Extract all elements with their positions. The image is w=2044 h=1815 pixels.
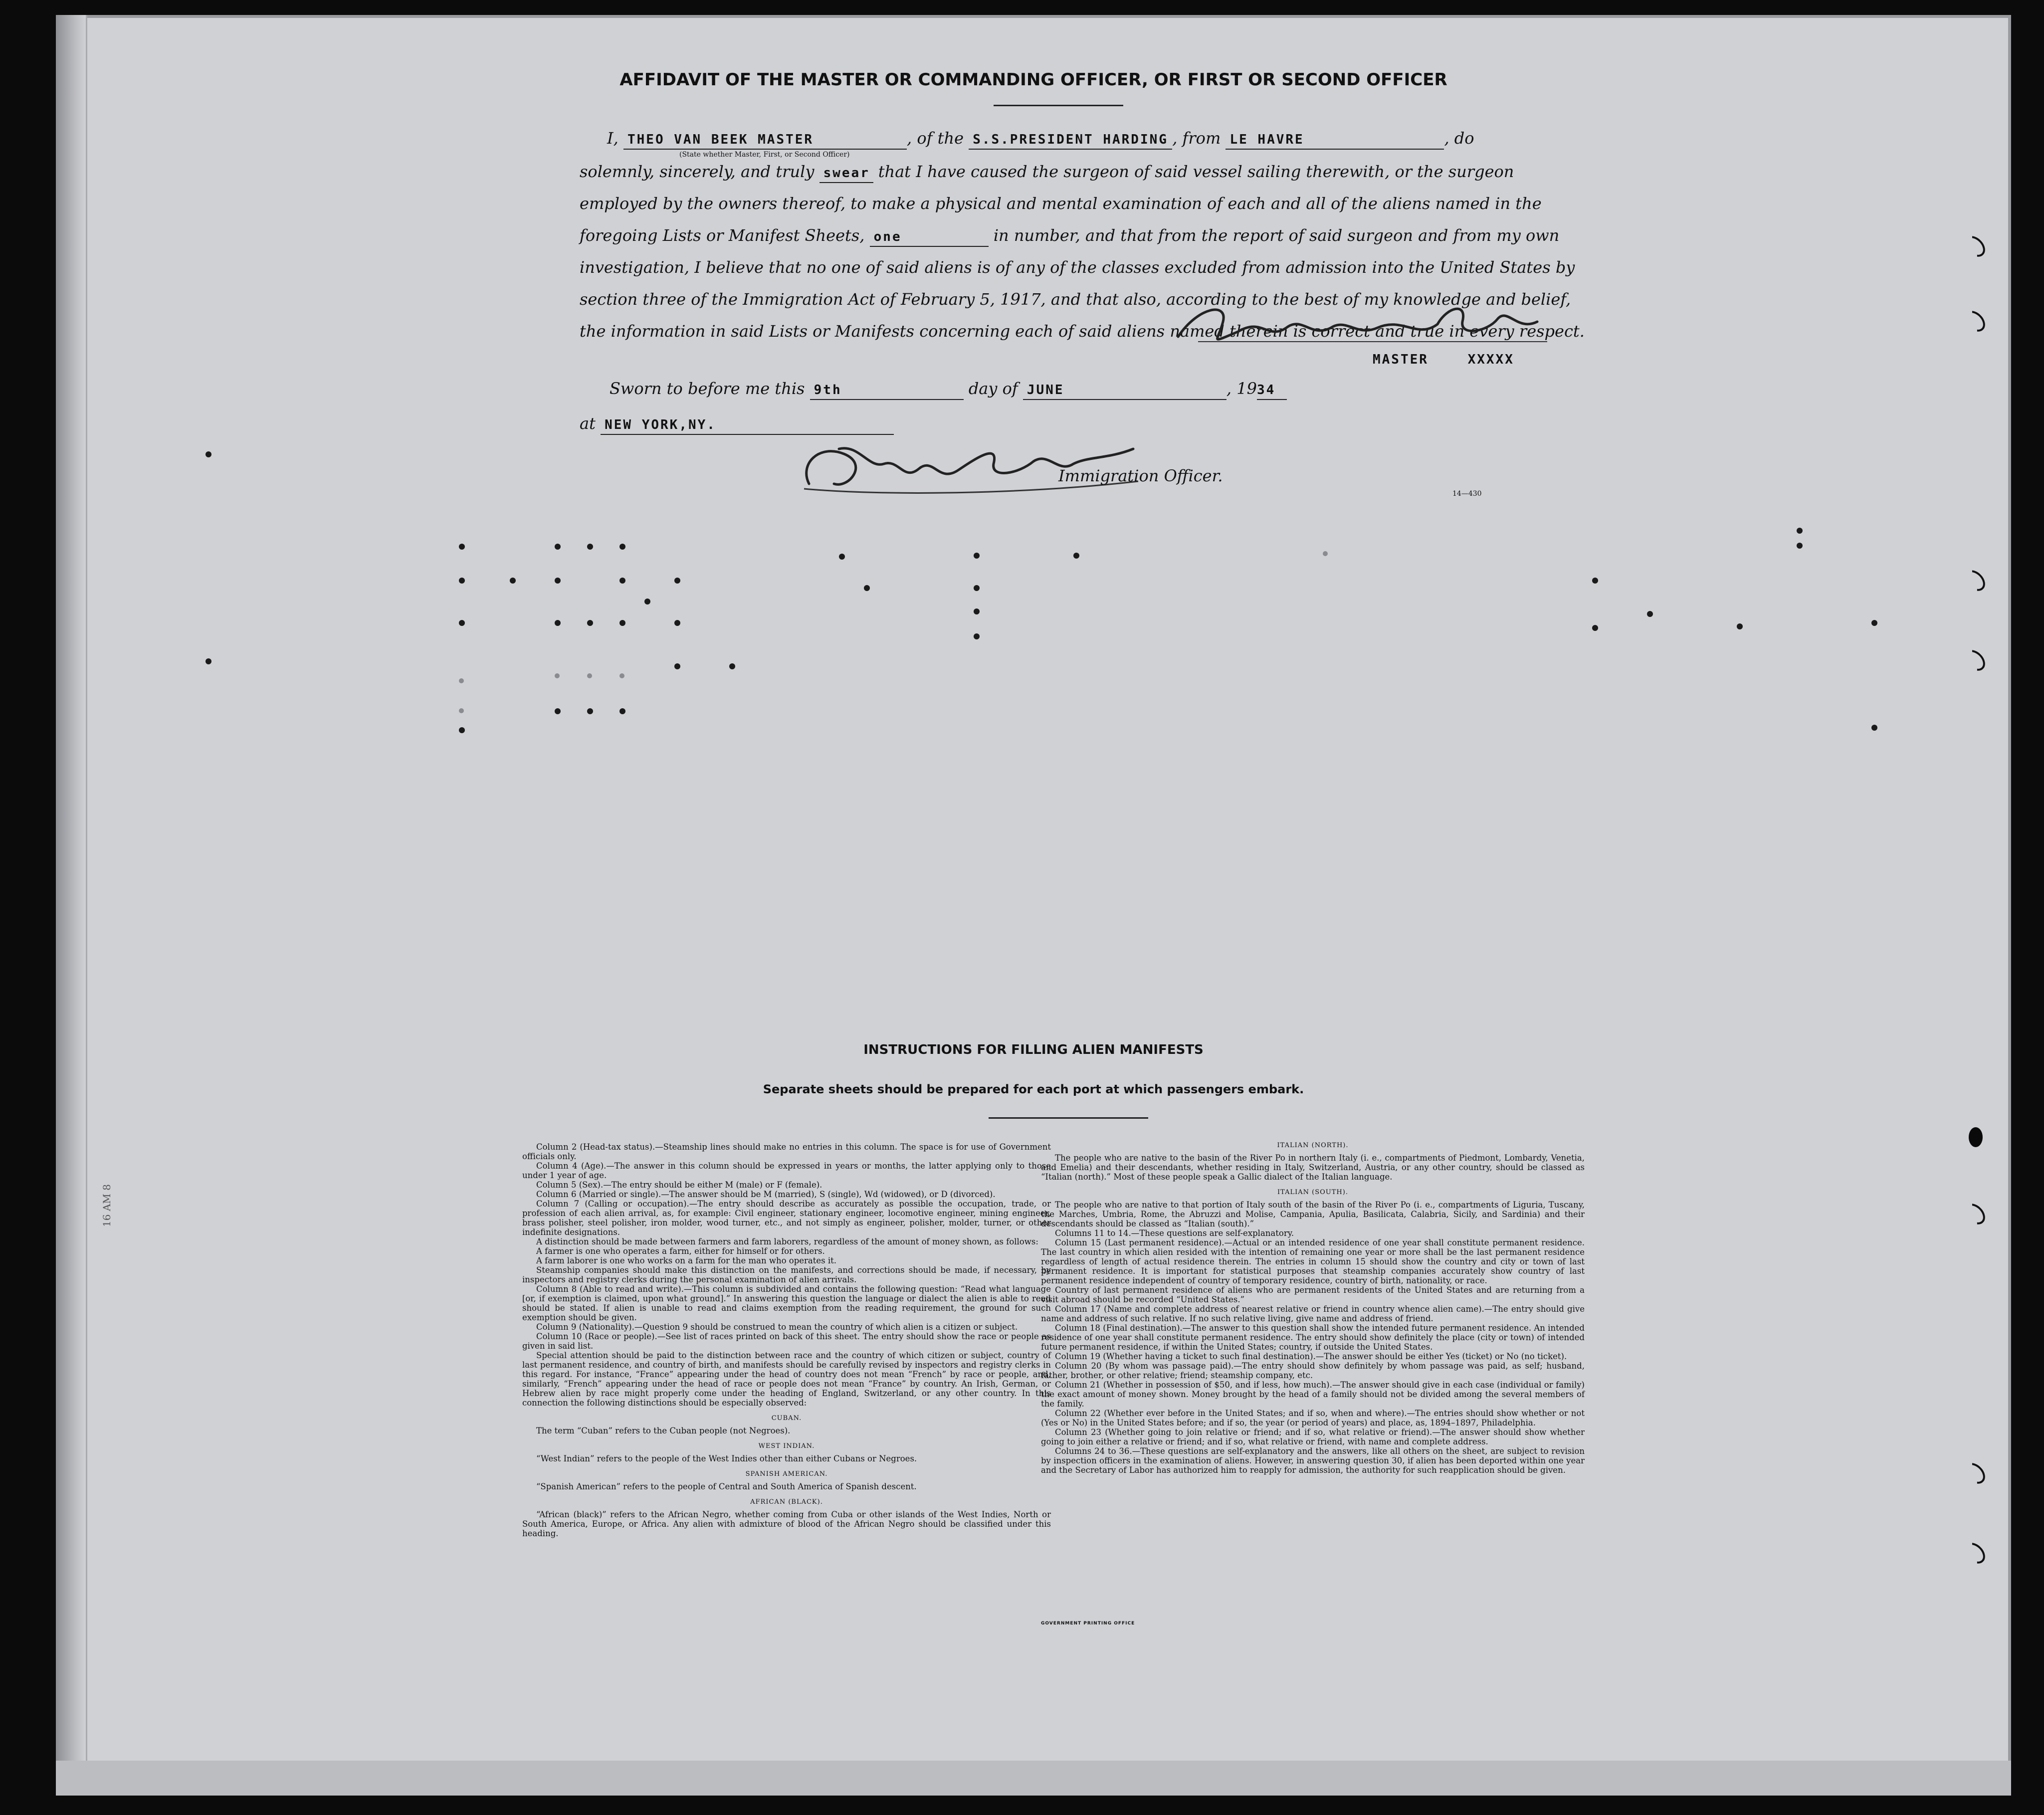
instruction-paragraph: Country of last permanent residence of aliens who are permanent residents of the United States and are returning from a visit abroad should be recorded “United States.” (1041, 1285, 1585, 1304)
african-heading: AFRICAN (BLACK). (750, 1498, 823, 1506)
italian-north-heading: ITALIAN (NORTH). (1277, 1142, 1349, 1149)
instructions-title: INSTRUCTIONS FOR FILLING ALIEN MANIFESTS (863, 1042, 1204, 1057)
instructions-subtitle: Separate sheets should be prepared for each port at which passengers embark. (763, 1082, 1304, 1096)
bleed-through-dot (459, 708, 464, 713)
binder-hole (1960, 646, 1989, 675)
line2-end: that I have caused the surgeon of said vessel sailing therewith, or the surgeon (878, 162, 1514, 181)
bleed-through-dot (459, 727, 465, 733)
document-page (56, 15, 2011, 1796)
bleed-through-dot (1871, 725, 1877, 731)
page-fold-line (86, 15, 87, 1796)
at-line (580, 414, 894, 435)
vessel-field: S.S.PRESIDENT HARDING (969, 131, 1172, 150)
immigration-officer-label: Immigration Officer. (1058, 466, 1223, 485)
bleed-through-dot (619, 544, 625, 550)
cuban-text: The term “Cuban” refers to the Cuban people (not Negroes). (536, 1426, 791, 1435)
master-signature (1168, 297, 1567, 352)
west-indian-heading: WEST INDIAN. (758, 1442, 815, 1450)
from-text: , from (1172, 129, 1221, 148)
bleed-through-dot (1592, 625, 1598, 631)
instruction-paragraph: Column 2 (Head-tax status).—Steamship lines should make no entries in this column. The space is for use of Government officials only. (522, 1142, 1051, 1161)
instruction-paragraph: Column 19 (Whether having a ticket to such final destination).—The answer should be either Yes (ticket) or No (no ticket). (1055, 1352, 1567, 1361)
african-text: “African (black)” refers to the African Negro, whether coming from Cuba or other islands of the West Indies, North or South America, Europe, or Africa. Any alien with admixture of blood of the African Negro should be classified under this heading. (522, 1510, 1051, 1538)
italian-north-text: The people who are native to the basin of the River Po in northern Italy (i. e., compartments of Piedmont, Lombardy, Venetia, and Emelia) and their descendants, whether residing in Italy, Switzerland, Austria, or any other country, should be classed as “Italian (north).” Most of these people speak a Gallic dialect of the Italian language. (1041, 1153, 1585, 1182)
of-the-text: , of the (906, 129, 964, 148)
bleed-through-dot (587, 620, 593, 626)
at-place-field: NEW YORK,NY. (601, 416, 894, 435)
bleed-through-dot (674, 663, 680, 669)
affidavit-line-4 (580, 219, 1602, 251)
bleed-through-dot (974, 585, 980, 591)
instruction-paragraph: Column 17 (Name and complete address of nearest relative or friend in country whence alien came).—The entry should give name and address of such relative. If no such relative living, give name and address of friend. (1041, 1304, 1585, 1323)
binder-hole (1960, 1459, 1989, 1488)
italian-south-text: The people who are native to that portion of Italy south of the basin of the River Po (i. e., compartments of Liguria, Tuscany, the Marches, Umbria, Rome, the Abruzzi and Molise, Campania, Apulia, Basilicata, Calabria, Sicily, and Sardinia) and their descendants should be classed as “Italian (south).” (1041, 1200, 1585, 1228)
pronoun: I, (607, 129, 618, 148)
master-title (1373, 352, 1514, 367)
instruction-paragraph: Column 15 (Last permanent residence).—Actual or an intended residence of one year shall constitute permanent residence. The last country in which alien resided with the intention of remaining one year or more shall be the last permanent residence regardless of length of actual residence therein. The entries in column 15 should show the country and city or town of last permanent residence. It is important for statistical purposes that steamship companies accurately show country of last permanent residence independent of country of temporary residence, country of birth, nationality, or race. (1041, 1238, 1585, 1285)
bleed-through-dot (459, 578, 465, 584)
bleed-through-dot (587, 544, 593, 550)
bleed-through-dot (644, 599, 650, 605)
sworn-text-start: Sworn to before me this (610, 379, 805, 398)
instruction-paragraph: Column 5 (Sex).—The entry should be either M (male) or F (female). (536, 1180, 822, 1190)
bleed-through-dot (619, 673, 624, 678)
bleed-through-dot (1323, 551, 1328, 556)
line4-start: foregoing Lists or Manifest Sheets, (580, 226, 865, 245)
instruction-paragraph: A distinction should be made between farmers and farm laborers, regardless of the amount of money shown, as follows: (536, 1237, 1038, 1246)
bleed-through-dot (729, 663, 735, 669)
instruction-paragraph: Columns 24 to 36.—These questions are self-explanatory and the answers, like all others on the sheet, are subject to revision by inspection officers in the examination of aliens. However, in answering question 30, if alien has been deported within one year and the Secretary of Labor has authorized him to reapply for admission, the authority for such reapplication should be given. (1041, 1446, 1585, 1475)
instructions-rule (989, 1117, 1148, 1119)
instruction-paragraph: Special attention should be paid to the distinction between race and the country of which citizen or subject, country of last permanent residence, and country of birth, and manifests should be carefully revised by inspectors and registry clerks in this regard. For instance, “France” appearing under the head of country does not mean “French” by race or people, and, similarly, “French” appearing under the head of race or people does not mean “France” by country. An Irish, German, or Hebrew alien by race might properly come under the heading of England, Switzerland, or any other country. In this connection the following distinctions should be especially observed: (522, 1351, 1051, 1408)
instruction-paragraph: Column 21 (Whether in possession of $50, and if less, how much).—The answer should give in each case (individual or family) the exact amount of money shown. Money brought by the head of a family should not be divided among the several members of the family. (1041, 1380, 1585, 1409)
instruction-paragraph: Column 22 (Whether ever before in the United States; and if so, when and where).—The entries should show whether or not (Yes or No) in the United States before; and if so, the year (or period of years) and place, as, 1894–1897, Philadelphia. (1041, 1409, 1585, 1427)
sworn-year-field: 34 (1257, 381, 1287, 400)
instructions-right-column (1041, 1135, 1585, 1475)
title-rule (994, 105, 1123, 106)
instruction-paragraph: Column 23 (Whether going to join relative or friend; and if so, what relative or friend).—The answer should show whether going to join either a relative or friend; and if so, what relative or friend, with name and complete address. (1041, 1427, 1585, 1446)
bleed-through-dot (205, 658, 211, 664)
bleed-through-dot (619, 708, 625, 714)
officer-name-field: THEO VAN BEEK MASTER (623, 131, 907, 150)
binder-hole (1960, 232, 1989, 261)
instruction-paragraph: Column 4 (Age).—The answer in this column should be expressed in years or months, the latter applying only to those under 1 year of age. (522, 1161, 1051, 1180)
bleed-through-dot (205, 451, 211, 457)
sworn-month-field: JUNE (1023, 381, 1226, 400)
bleed-through-dot (864, 585, 870, 591)
affidavit-line-2 (580, 156, 1602, 188)
sheet-count-field: one (870, 228, 989, 247)
binder-hole (1960, 1539, 1989, 1568)
affidavit-line-6: section three of the Immigration Act of February 5, 1917, and that also, according to the best of my knowledge and belief, (580, 290, 1571, 309)
bleed-through-dot (974, 553, 980, 559)
instruction-paragraph: Column 20 (By whom was passage paid).—The entry should show definitely by whom passage was paid, as self; husband, father, brother, or other relative; friend; steamship company, etc. (1041, 1361, 1585, 1380)
affidavit-title: AFFIDAVIT OF THE MASTER OR COMMANDING OFFICER, OR FIRST OR SECOND OFFICER (619, 70, 1447, 90)
bleed-through-dot (974, 633, 980, 639)
bleed-through-dot (1797, 528, 1803, 534)
binder-hole (1969, 1127, 1983, 1147)
instruction-paragraph: Column 8 (Able to read and write).—This column is subdivided and contains the following question: “Read what language [or, if exemption is claimed, upon what ground].” In answering this question the language or dialect the alien is able to read should be stated. If alien is unable to read and claims exemption from the reading requirement, the ground for such exemption should be given. (522, 1284, 1051, 1322)
affidavit-line-3: employed by the owners thereof, to make a physical and mental examination of each and all of the aliens named in the (580, 194, 1542, 213)
bleed-through-dot (587, 673, 592, 678)
bleed-through-dot (674, 578, 680, 584)
bleed-through-dot (1647, 611, 1653, 617)
affidavit-line-5: investigation, I believe that no one of said aliens is of any of the classes excluded from admission into the United States by (580, 258, 1575, 277)
at-text: at (580, 414, 596, 433)
sworn-text-mid: day of (968, 379, 1018, 398)
form-number: 14—430 (1452, 490, 1482, 498)
instructions-left-column (522, 1142, 1051, 1538)
bleed-through-dot (1073, 553, 1079, 559)
instruction-paragraph: Column 6 (Married or single).—The answer should be M (married), S (single), Wd (widowed), or D (divorced). (536, 1190, 996, 1199)
bleed-through-dot (674, 620, 680, 626)
bleed-through-dot (587, 708, 593, 714)
master-title-text: MASTER (1373, 352, 1429, 367)
binder-hole (1960, 566, 1989, 595)
instruction-paragraph: Column 10 (Race or people).—See list of races printed on back of this sheet. The entry should show the race or people as given in said list. (522, 1332, 1051, 1351)
bleed-through-dot (555, 578, 561, 584)
bleed-through-dot (459, 620, 465, 626)
bleed-through-dot (839, 554, 845, 560)
bleed-through-dot (555, 544, 561, 550)
affidavit-line-7: the information in said Lists or Manifests concerning each of said aliens named therein is correct and true in every respect. (580, 322, 1585, 341)
spanish-american-text: “Spanish American” refers to the people of Central and South America of Spanish descent. (536, 1482, 917, 1491)
bleed-through-dot (619, 578, 625, 584)
bleed-through-dot (555, 708, 561, 714)
bleed-through-dot (1737, 623, 1743, 629)
instruction-paragraph: Column 7 (Calling or occupation).—The entry should describe as accurately as possible the occupation, trade, or profession of each alien arrival, as, for example: Civil engineer, stationary engineer, locomotive engineer, mining engineer, brass polisher, steel polisher, iron molder, wood turner, etc., and not simply as engineer, polisher, molder, turner, or other indefinite designations. (522, 1199, 1051, 1237)
port-field: LE HAVRE (1226, 131, 1444, 150)
oath-field: swear (819, 164, 873, 183)
spanish-american-heading: SPANISH AMERICAN. (745, 1470, 828, 1478)
west-indian-text: “West Indian” refers to the people of the West Indies other than either Cubans or Negroes. (536, 1454, 917, 1463)
bleed-through-dot (555, 620, 561, 626)
sworn-text-end: , 19 (1226, 379, 1257, 398)
sworn-line (610, 379, 1287, 400)
sworn-day-field: 9th (810, 381, 964, 400)
instruction-paragraph: Column 18 (Final destination).—The answer to this question shall show the intended future permanent residence. An intended residence of one year shall constitute permanent residence. The entry should show definitely the place (city or town) of intended future permanent residence, if within the United States; country, if outside the United States. (1041, 1323, 1585, 1352)
page-binding-edge (56, 15, 86, 1796)
margin-note: 16 AM 8 (101, 1184, 113, 1227)
master-title-struck: XXXXX (1467, 352, 1514, 367)
line2-start: solemnly, sincerely, and truly (580, 162, 815, 181)
bleed-through-dot (510, 578, 516, 584)
bleed-through-dot (1797, 543, 1803, 549)
page-bottom-band (56, 1761, 2011, 1796)
instruction-paragraph: A farmer is one who operates a farm, either for himself or for others. (536, 1246, 825, 1256)
do-text: , do (1444, 129, 1474, 148)
gpo-mark: GOVERNMENT PRINTING OFFICE (1041, 1621, 1135, 1626)
binder-hole (1960, 307, 1989, 336)
binder-hole (1960, 1200, 1989, 1228)
instruction-paragraph: Steamship companies should make this distinction on the manifests, and corrections should be made, if necessary, by inspectors and registry clerks during the personal examination of alien arrivals. (522, 1265, 1051, 1284)
instruction-paragraph: Column 9 (Nationality).—Question 9 should be construed to mean the country of which alien is a citizen or subject. (536, 1322, 1018, 1332)
bleed-through-dot (459, 678, 464, 683)
italian-south-heading: ITALIAN (SOUTH). (1277, 1189, 1348, 1196)
bleed-through-dot (1592, 578, 1598, 584)
bleed-through-dot (619, 620, 625, 626)
affidavit-line-1 (580, 122, 1602, 154)
bleed-through-dot (555, 673, 560, 678)
rank-note: (State whether Master, First, or Second Officer) (679, 151, 850, 159)
line4-end: in number, and that from the report of said surgeon and from my own (993, 226, 1560, 245)
cuban-heading: CUBAN. (771, 1414, 802, 1422)
instruction-paragraph: A farm laborer is one who works on a farm for the man who operates it. (536, 1256, 837, 1265)
bleed-through-dot (1871, 620, 1877, 626)
instruction-paragraph: Columns 11 to 14.—These questions are self-explanatory. (1055, 1228, 1294, 1238)
bleed-through-dot (974, 608, 980, 614)
bleed-through-dot (459, 544, 465, 550)
